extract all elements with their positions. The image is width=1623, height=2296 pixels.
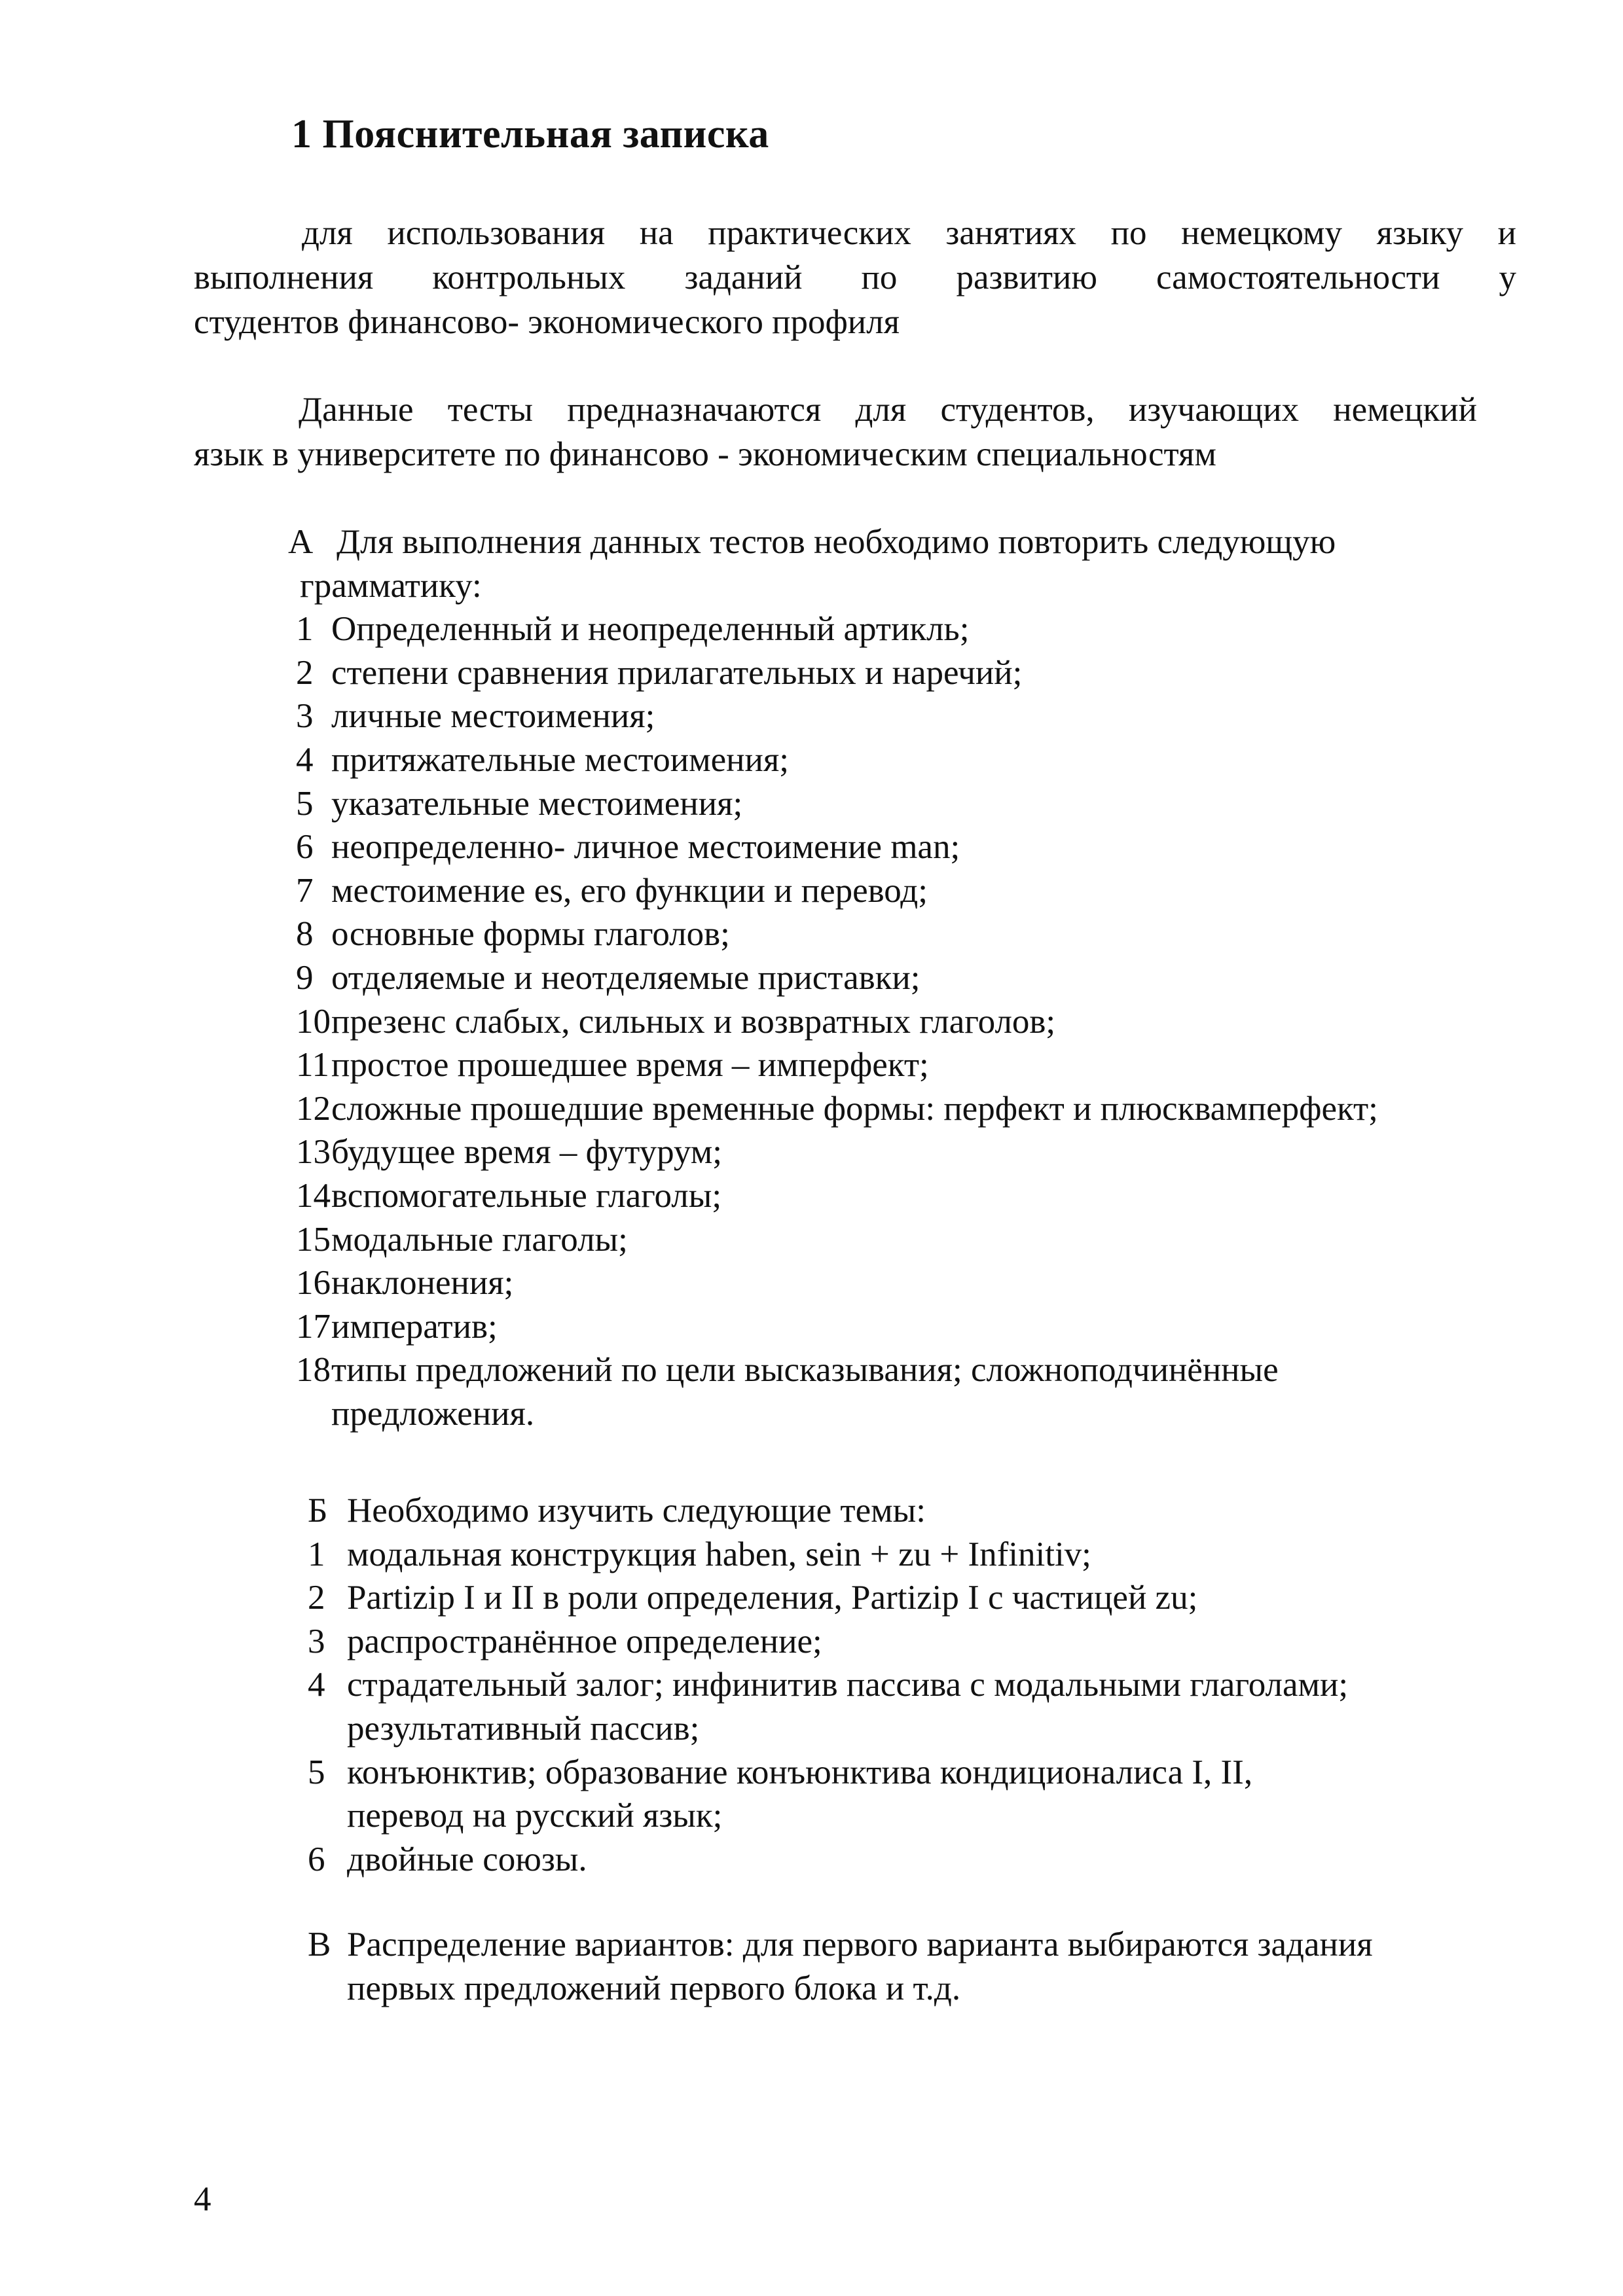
- item-text: наклонения;: [331, 1264, 514, 1302]
- block-letter: А: [288, 523, 314, 561]
- list-item: [308, 1620, 1519, 1664]
- item-text: личные местоимения;: [331, 697, 655, 736]
- list-item: [296, 956, 1519, 1000]
- grammar-items: [288, 607, 1519, 1435]
- item-number: 9: [296, 958, 314, 997]
- item-number: 17: [296, 1307, 331, 1346]
- list-item: [308, 1576, 1519, 1620]
- item-number: 13: [296, 1133, 331, 1172]
- item-number: 18: [296, 1351, 331, 1390]
- item-text: модальная конструкция haben, sein + zu + Infinitiv;: [347, 1535, 1091, 1573]
- item-text: простое прошедшее время – имперфект;: [331, 1046, 929, 1085]
- item-text: Partizip I и II в роли определения, Partizip I с частицей zu;: [347, 1579, 1198, 1617]
- item-text: страдательный залог; инфинитив пассива с модальными глаголами;: [347, 1666, 1349, 1704]
- item-text: презенс слабых, сильных и возвратных глаголов;: [331, 1002, 1056, 1041]
- item-text: притяжательные местоимения;: [331, 740, 790, 779]
- list-item: [296, 912, 1519, 956]
- item-text: степени сравнения прилагательных и наречий;: [331, 653, 1023, 692]
- block-text: Распределение вариантов: для первого варианта выбираются задания: [347, 1926, 1373, 1964]
- item-text: сложные прошедшие временные формы: перфект и плюсквамперфект;: [331, 1089, 1378, 1128]
- item-number: 14: [296, 1176, 331, 1215]
- block-letter: Б: [308, 1492, 328, 1530]
- section-heading: 1 Пояснительная записка: [291, 112, 769, 156]
- list-item: [308, 1751, 1519, 1795]
- item-number: 5: [296, 784, 314, 823]
- variants-block: [308, 1923, 1519, 2010]
- item-number: 4: [308, 1666, 325, 1704]
- item-text: распространённое определение;: [347, 1622, 822, 1660]
- paragraph-purpose: [194, 211, 1516, 344]
- item-number: 11: [296, 1046, 330, 1085]
- item-text: двойные союзы.: [347, 1840, 587, 1878]
- list-item: [308, 1533, 1519, 1577]
- list-item: [296, 1043, 1519, 1087]
- item-number: 2: [308, 1579, 325, 1617]
- list-item: [296, 1000, 1519, 1044]
- list-item: [296, 869, 1519, 913]
- item-number: 8: [296, 915, 314, 954]
- item-number: 5: [308, 1753, 325, 1791]
- list-item: [296, 1130, 1519, 1174]
- item-text: указательные местоимения;: [331, 784, 743, 823]
- item-text-continuation: результативный пассив;: [347, 1709, 700, 1748]
- list-item: [296, 738, 1519, 782]
- item-number: 1: [308, 1535, 325, 1573]
- list-item: [296, 782, 1519, 826]
- list-item: [296, 1087, 1519, 1131]
- paragraph-line: для использования на практических занятиях по немецкому языку и: [302, 214, 1516, 252]
- item-number: 7: [296, 871, 314, 910]
- block-intro: Для выполнения данных тестов необходимо повторить следующую: [337, 523, 1336, 561]
- item-text: модальные глаголы;: [331, 1220, 628, 1259]
- paragraph-audience: [194, 387, 1516, 476]
- item-text: вспомогательные глаголы;: [331, 1176, 722, 1215]
- topics-list-block: [308, 1489, 1519, 1881]
- item-text-continuation: предложения.: [331, 1394, 535, 1433]
- item-text: местоимение es, его функции и перевод;: [331, 871, 928, 910]
- list-item-continuation: [296, 1392, 1519, 1436]
- item-number: 10: [296, 1002, 331, 1041]
- block-intro-continuation: грамматику:: [300, 566, 482, 605]
- block-letter: В: [308, 1926, 331, 1964]
- item-text: основные формы глаголов;: [331, 915, 730, 954]
- list-item: [296, 694, 1519, 738]
- list-item: [296, 1261, 1519, 1305]
- block-text-continuation: первых предложений первого блока и т.д.: [347, 1969, 961, 2007]
- list-item: [296, 1218, 1519, 1262]
- item-text-continuation: перевод на русский язык;: [347, 1797, 723, 1835]
- item-text: Определенный и неопределенный артикль;: [331, 610, 970, 649]
- paragraph-line: Данные тесты предназначаются для студентов, изучающих немецкий: [299, 391, 1477, 429]
- item-number: 15: [296, 1220, 331, 1259]
- list-item: [308, 1838, 1519, 1882]
- item-number: 6: [308, 1840, 325, 1878]
- list-item: [296, 651, 1519, 695]
- list-item: [296, 1174, 1519, 1218]
- list-item: [296, 825, 1519, 869]
- item-number: 3: [308, 1622, 325, 1660]
- item-text: конъюнктив; образование конъюнктива кондиционалиса I, II,: [347, 1753, 1253, 1791]
- item-number: 2: [296, 653, 314, 692]
- item-text: императив;: [331, 1307, 498, 1346]
- grammar-list-block: [288, 520, 1519, 1435]
- paragraph-line: выполнения контрольных заданий по развитию самостоятельности у: [194, 259, 1516, 296]
- item-text: будущее время – футурум;: [331, 1133, 723, 1172]
- item-text: неопределенно- личное местоимение man;: [331, 828, 960, 867]
- page-number: 4: [194, 2180, 211, 2218]
- list-item: [296, 1305, 1519, 1349]
- item-number: 12: [296, 1089, 331, 1128]
- list-item-continuation: [308, 1707, 1519, 1751]
- item-number: 1: [296, 610, 314, 649]
- item-number: 4: [296, 740, 314, 779]
- block-intro: Необходимо изучить следующие темы:: [347, 1492, 926, 1530]
- paragraph-line: язык в университете по финансово - экономическим специальностям: [194, 435, 1216, 473]
- item-text: отделяемые и неотделяемые приставки;: [331, 958, 921, 997]
- item-text: типы предложений по цели высказывания; сложноподчинённые: [331, 1351, 1279, 1390]
- item-number: 6: [296, 828, 314, 867]
- list-item-continuation: [308, 1794, 1519, 1838]
- list-item: [308, 1663, 1519, 1707]
- list-item: [296, 607, 1519, 651]
- item-number: 3: [296, 697, 314, 736]
- list-item: [296, 1348, 1519, 1392]
- paragraph-line: студентов финансово- экономического профиля: [194, 303, 900, 341]
- item-number: 16: [296, 1264, 331, 1302]
